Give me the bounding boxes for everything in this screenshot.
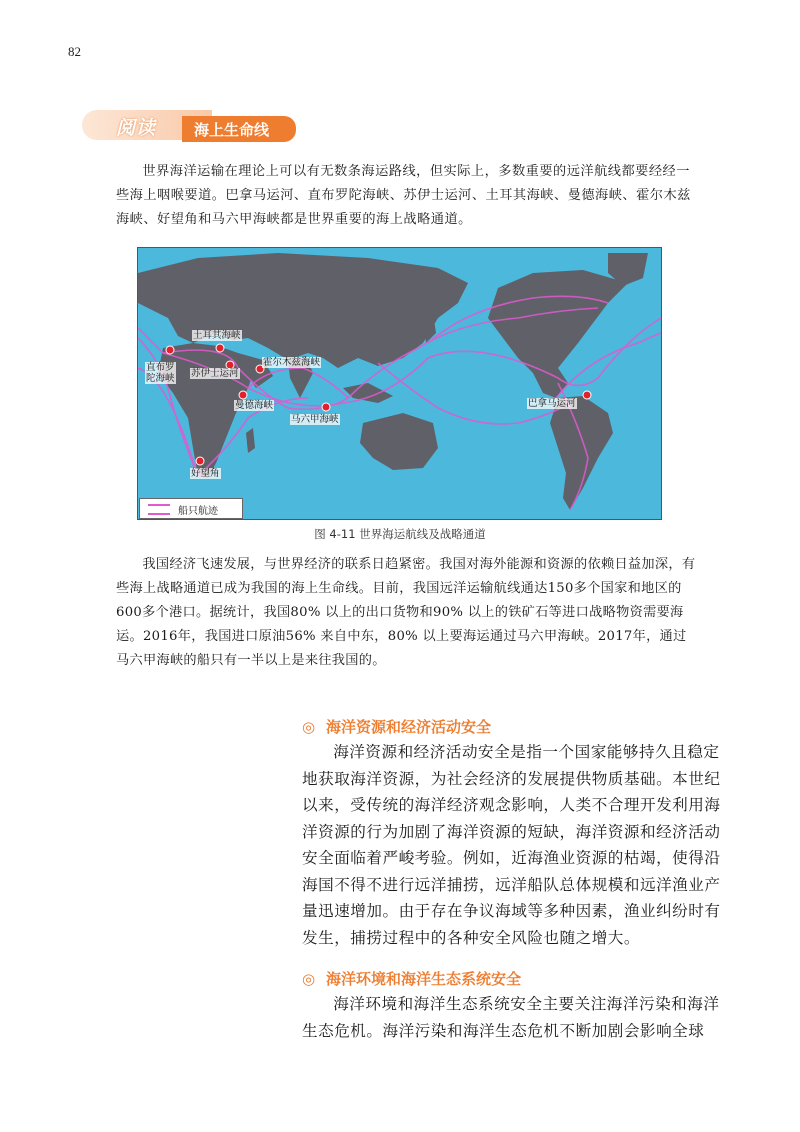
reading-title-box bbox=[182, 116, 296, 142]
reading-tag: 阅读 bbox=[116, 117, 157, 139]
section-heading-text: 海洋环境和海洋生态系统安全 bbox=[326, 970, 522, 988]
china-shipping-paragraph: 我国经济飞速发展，与世界经济的联系日趋紧密。我国对海外能源和资源的依赖日益加深，有些海上战略通道已成为我国的海上生命线。目前，我国远洋运输航线通达150多个国家和地区的600多个港口。据统计，我国80% 以上的出口货物和90% 以上的铁矿石等进口战略物资需要海运。2016年，我国进口原油56% 来自中东，80% 以上要海运通过马六甲海峡。2017年，通过马六甲海峡的船只有一半以上是来往我国的。 bbox=[116, 557, 696, 668]
legend-label: 船只航迹 bbox=[178, 506, 218, 517]
label-panama-canal: 巴拿马运河 bbox=[528, 398, 576, 409]
section-heading-environment bbox=[302, 968, 521, 989]
section-body-environment: 海洋环境和海洋生态系统安全主要关注海洋污染和海洋生态危机。海洋污染和海洋生态危机不断加剧会影响全球 bbox=[302, 995, 720, 1040]
page-number: 82 bbox=[68, 44, 81, 59]
label-good-hope: 好望角 bbox=[191, 468, 220, 479]
figure-caption: 图 4-11 世界海运航线及战略通道 bbox=[314, 527, 486, 541]
label-hormuz-strait: 霍尔木兹海峡 bbox=[263, 357, 321, 368]
section-heading-text: 海洋资源和经济活动安全 bbox=[326, 718, 492, 736]
section-bullet-icon: ◎ bbox=[302, 970, 316, 988]
label-suez-canal: 苏伊士运河 bbox=[191, 368, 239, 379]
reading-title: 海上生命线 bbox=[194, 121, 270, 139]
label-mandeb-strait: 曼德海峡 bbox=[235, 400, 274, 411]
reading-header bbox=[82, 110, 322, 142]
world-shipping-map bbox=[137, 247, 662, 520]
label-gibraltar-strait: 直布罗 陀海峡 bbox=[146, 362, 175, 384]
section-body-resources: 海洋资源和经济活动安全是指一个国家能够持久且稳定地获取海洋资源，为社会经济的发展提供物质基础。本世纪以来，受传统的海洋经济观念影响，人类不合理开发利用海洋资源的行为加剧了海洋资源的短缺，海洋资源和经济活动安全面临着严峻考验。例如，近海渔业资源的枯竭，使得沿海国不得不进行远洋捕捞，远洋船队总体规模和远洋渔业产量迅速增加。由于存在争议海域等多种因素，渔业纠纷时有发生，捕捞过程中的各种安全风险也随之增大。 bbox=[302, 743, 721, 947]
label-turkey-strait: 土耳其海峡 bbox=[193, 330, 241, 341]
map-legend bbox=[139, 498, 243, 519]
intro-paragraph: 世界海洋运输在理论上可以有无数条海运路线，但实际上，多数重要的远洋航线都要经经一些海上咽喉要道。巴拿马运河、直布罗陀海峡、苏伊士运河、土耳其海峡、曼德海峡、霍尔木兹海峡、好望角和马六甲海峡都是世界重要的海上战略通道。 bbox=[116, 164, 691, 227]
section-heading-resources bbox=[302, 716, 491, 737]
label-malacca-strait: 马六甲海峡 bbox=[291, 414, 339, 425]
section-bullet-icon: ◎ bbox=[302, 718, 316, 736]
route-legend-swatch bbox=[148, 504, 170, 515]
